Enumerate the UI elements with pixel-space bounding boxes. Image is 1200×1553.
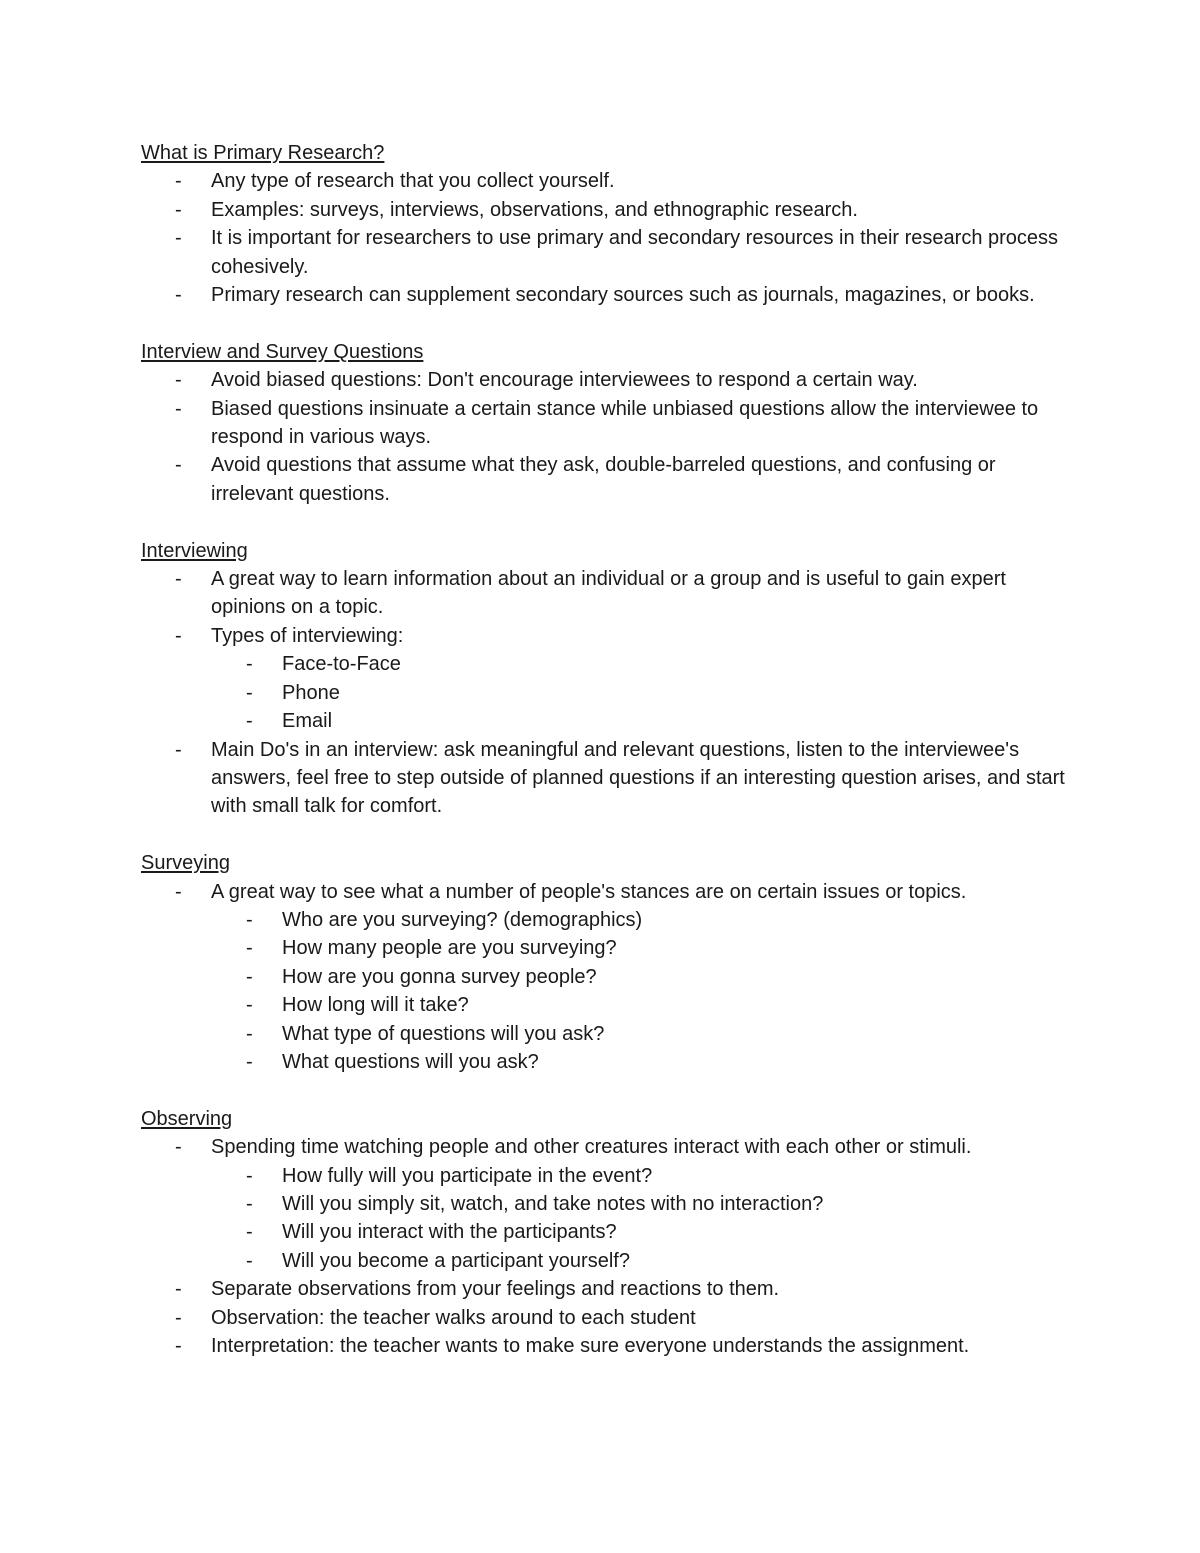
list-item [141,366,1081,394]
bullet-list [141,565,1081,821]
dash-bullet: - [246,710,253,733]
list-item-text: Examples: surveys, interviews, observations, and ethnographic research. [211,198,858,221]
sub-list-item-text: Phone [282,681,340,704]
document-page [141,139,1081,1360]
list-item [141,167,1081,195]
dash-bullet: - [175,568,182,591]
bullet-list [141,167,1081,309]
dash-bullet: - [175,1306,182,1329]
dash-bullet: - [246,1221,253,1244]
dash-bullet: - [246,653,253,676]
list-item [141,1304,1081,1332]
section-what-is-primary-research [141,139,1081,309]
list-item-text: Main Do's in an interview: ask meaningful and relevant questions, listen to the interviewee's answers, feel free to step outside of planned questions if an interesting question arises, and start with small talk for comfort. [211,738,1065,818]
sub-list-item [211,906,1081,934]
sub-bullet-list [141,906,1081,1076]
list-item [141,565,1081,622]
section-surveying [141,849,1081,1076]
section-interview-and-survey-questions [141,338,1081,508]
list-item-text: A great way to see what a number of people's stances are on certain issues or topics. [211,880,967,903]
dash-bullet: - [246,1192,253,1215]
sub-list-item [211,934,1081,962]
list-item [141,736,1081,821]
list-item [141,622,1081,736]
sub-list-item-text: How fully will you participate in the event? [282,1164,653,1187]
list-item [141,878,1081,1077]
list-item-text: Observation: the teacher walks around to each student [211,1306,696,1329]
list-item [141,196,1081,224]
sub-bullet-list [141,650,1081,735]
dash-bullet: - [175,880,182,903]
dash-bullet: - [175,624,182,647]
bullet-list [141,1133,1081,1360]
list-item-text: Separate observations from your feelings and reactions to them. [211,1278,780,1301]
list-item-text: Any type of research that you collect yourself. [211,170,615,193]
section-heading: What is Primary Research? [141,142,385,164]
list-item-text: Avoid questions that assume what they ask, double-barreled questions, and confusing or irrelevant questions. [211,454,996,505]
sub-list-item-text: Who are you surveying? (demographics) [282,908,643,931]
list-item-text: Interpretation: the teacher wants to make sure everyone understands the assignment. [211,1335,970,1357]
dash-bullet: - [246,1164,253,1187]
dash-bullet: - [246,1022,253,1045]
list-item [141,1275,1081,1303]
bullet-list [141,878,1081,1077]
list-item-text: Spending time watching people and other creatures interact with each other or stimuli. [211,1136,972,1159]
sub-list-item [211,1048,1081,1076]
dash-bullet: - [175,284,182,307]
list-item [141,1332,1081,1360]
sub-list-item [211,1218,1081,1246]
sub-list-item-text: How are you gonna survey people? [282,965,597,988]
sub-list-item-text: Will you simply sit, watch, and take notes with no interaction? [282,1192,824,1215]
dash-bullet: - [246,937,253,960]
dash-bullet: - [175,369,182,392]
sub-list-item [211,707,1081,735]
dash-bullet: - [175,227,182,250]
sub-list-item [211,963,1081,991]
sub-list-item [211,679,1081,707]
section-observing [141,1105,1081,1361]
list-item-text: Biased questions insinuate a certain stance while unbiased questions allow the interviewee to respond in various ways. [211,397,1039,449]
sub-list-item-text: Email [282,710,333,733]
list-item-text: Avoid biased questions: Don't encourage interviewees to respond a certain way. [211,369,918,392]
sub-list-item [211,1162,1081,1190]
sub-list-item-text: Will you become a participant yourself? [282,1249,630,1272]
dash-bullet: - [175,1278,182,1301]
section-heading: Surveying [141,852,230,875]
list-item-text: A great way to learn information about an individual or a group and is useful to gain expert opinions on a topic. [211,568,1006,619]
sub-list-item-text: How long will it take? [282,994,469,1017]
list-item [141,281,1081,309]
section-heading: Interviewing [141,539,248,562]
dash-bullet: - [175,198,182,221]
section-heading: Interview and Survey Questions [141,340,424,363]
list-item-text: It is important for researchers to use primary and secondary resources in their research process cohesively. [211,227,1059,278]
dash-bullet: - [175,1335,182,1357]
sub-bullet-list [141,1162,1081,1276]
dash-bullet: - [246,994,253,1017]
list-item-text: Types of interviewing: [211,624,404,647]
sub-list-item-text: Will you interact with the participants? [282,1221,617,1244]
section-heading: Observing [141,1107,233,1130]
sub-list-item-text: What type of questions will you ask? [282,1022,605,1045]
dash-bullet: - [246,1050,253,1073]
sub-list-item [211,1190,1081,1218]
dash-bullet: - [175,397,182,420]
dash-bullet: - [175,1136,182,1159]
list-item [141,1133,1081,1275]
list-item [141,395,1081,452]
dash-bullet: - [175,170,182,193]
dash-bullet: - [246,1249,253,1272]
sub-list-item-text: What questions will you ask? [282,1050,539,1073]
dash-bullet: - [246,965,253,988]
sub-list-item [211,650,1081,678]
dash-bullet: - [175,454,182,477]
list-item-text: Primary research can supplement secondary sources such as journals, magazines, or books. [211,284,1035,307]
sub-list-item-text: Face-to-Face [282,653,401,676]
dash-bullet: - [246,681,253,704]
list-item [141,224,1081,281]
sub-list-item [211,1020,1081,1048]
section-interviewing [141,537,1081,821]
bullet-list [141,366,1081,508]
sub-list-item [211,991,1081,1019]
dash-bullet: - [175,738,182,761]
dash-bullet: - [246,908,253,931]
sub-list-item-text: How many people are you surveying? [282,937,617,960]
list-item [141,451,1081,508]
sub-list-item [211,1247,1081,1275]
